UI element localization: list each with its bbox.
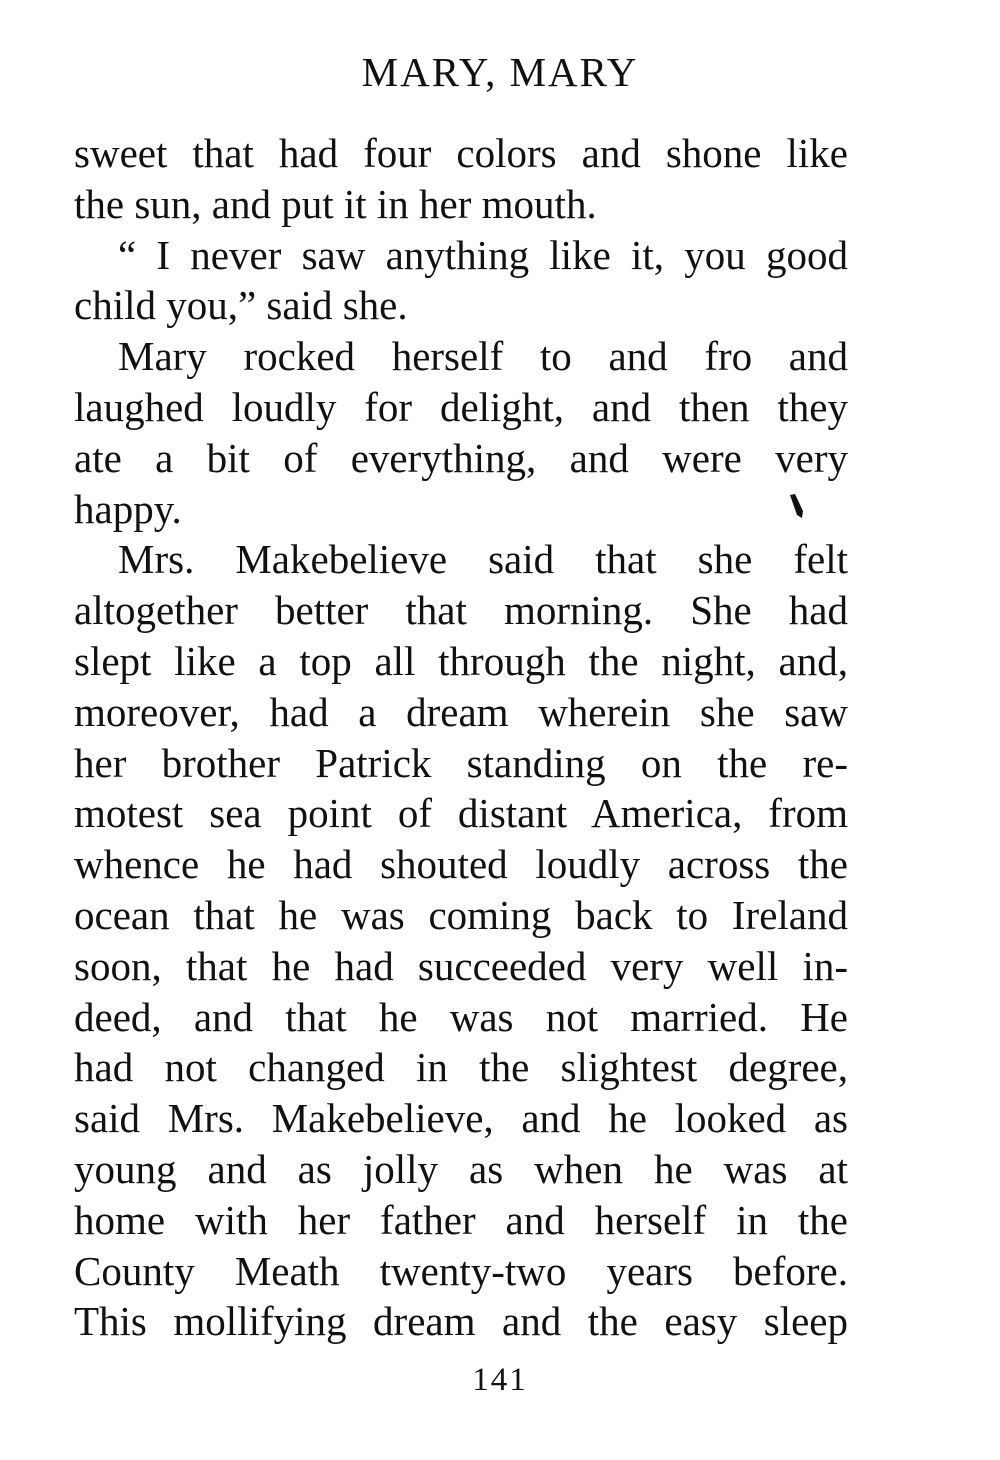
text-line: deed, and that he was not married. He xyxy=(74,993,848,1040)
ink-blot xyxy=(787,493,805,519)
body-text xyxy=(74,128,848,1347)
text-line: “ I never saw anything like it, you good xyxy=(118,231,848,278)
text-line: happy. xyxy=(74,485,182,532)
text-line: sweet that had four colors and shone like xyxy=(74,130,848,176)
text-line: her brother Patrick standing on the re- xyxy=(74,739,848,786)
running-head: MARY, MARY xyxy=(361,49,639,95)
text-line: laughed loudly for delight, and then they xyxy=(74,383,848,430)
text-line: home with her father and herself in the xyxy=(74,1196,848,1243)
text-line: the sun, and put it in her mouth. xyxy=(74,180,597,227)
text-line: child you,” said she. xyxy=(74,282,408,329)
text-line: young and as jolly as when he was at xyxy=(74,1145,848,1192)
text-line: ocean that he was coming back to Ireland xyxy=(74,891,848,938)
text-line: County Meath twenty-two years before. xyxy=(74,1247,848,1294)
text-line: Mrs. Makebelieve said that she felt xyxy=(118,536,848,583)
page-number: 141 xyxy=(472,1362,528,1398)
text-line: Mary rocked herself to and fro and xyxy=(118,333,848,380)
text-line: said Mrs. Makebelieve, and he looked as xyxy=(74,1095,848,1142)
text-line: This mollifying dream and the easy sleep xyxy=(74,1298,848,1345)
text-line: had not changed in the slightest degree, xyxy=(74,1044,848,1091)
text-line: ate a bit of everything, and were very xyxy=(74,434,848,481)
text-line: soon, that he had succeeded very well in- xyxy=(74,942,848,989)
text-line: altogether better that morning. She had xyxy=(74,587,848,634)
text-line: motest sea point of distant America, from xyxy=(74,790,848,837)
text-line: slept like a top all through the night, and, xyxy=(74,637,848,684)
text-line: whence he had shouted loudly across the xyxy=(74,841,848,888)
text-line: moreover, had a dream wherein she saw xyxy=(74,688,848,735)
